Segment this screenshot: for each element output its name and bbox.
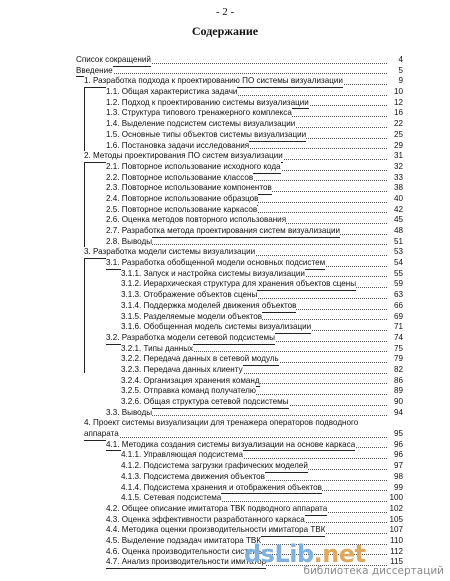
toc-entry-page: 90 bbox=[387, 397, 403, 408]
toc-entry bbox=[0, 226, 450, 237]
toc-entry-page: 40 bbox=[387, 194, 403, 205]
toc-entry-title: 3.2.2. Передача данных в сетевой модуль bbox=[121, 354, 279, 366]
toc-entry-page: 10 bbox=[387, 87, 403, 98]
toc-entry-title: 4.5. Выделение подзадач имитатора ТВК bbox=[106, 536, 261, 548]
toc-entry-page: 5 bbox=[387, 66, 403, 77]
toc-entry-page: 102 bbox=[387, 504, 403, 515]
toc-entry bbox=[0, 472, 450, 483]
toc-entry-title: 4.1.3. Подсистема движения объектов bbox=[121, 472, 265, 484]
toc-entry-title: 3.3. Выводы bbox=[106, 408, 152, 420]
toc-entry bbox=[0, 344, 450, 355]
toc-entry-page: 22 bbox=[387, 119, 403, 130]
toc-entry-page: 98 bbox=[387, 472, 403, 483]
toc-entry bbox=[0, 493, 450, 504]
toc-entry bbox=[0, 333, 450, 344]
toc-entry-title: 3.1.3. Отображение объектов сцены bbox=[121, 290, 257, 302]
toc-entry-page: 79 bbox=[387, 354, 403, 365]
toc-entry-page: 75 bbox=[387, 344, 403, 355]
toc-entry bbox=[0, 119, 450, 130]
toc-entry bbox=[0, 461, 450, 472]
dot-leader bbox=[76, 66, 387, 75]
toc-entry bbox=[0, 440, 450, 451]
toc-entry-page: 105 bbox=[387, 515, 403, 526]
toc-entry-title: Список сокращений bbox=[76, 55, 151, 67]
toc-entry-title: 3.1.1. Запуск и настройка системы визуализации bbox=[121, 269, 305, 281]
toc-entry bbox=[0, 237, 450, 248]
toc-entry-title: 4.4. Методика оценки производительности имитатора ТВК bbox=[106, 525, 325, 537]
toc-entry bbox=[0, 183, 450, 194]
toc-entry bbox=[0, 515, 450, 526]
toc-entry-title: Введение bbox=[76, 66, 113, 78]
toc-entry-page: 42 bbox=[387, 205, 403, 216]
toc-entry-page: 45 bbox=[387, 215, 403, 226]
toc-entry-page: 4 bbox=[387, 55, 403, 66]
toc-entry-page: 69 bbox=[387, 312, 403, 323]
toc-entry-page: 86 bbox=[387, 376, 403, 387]
toc-entry-page: 38 bbox=[387, 183, 403, 194]
toc-entry-title: 4.1.4. Подсистема хранения и отображения объектов bbox=[121, 483, 322, 495]
toc-entry bbox=[0, 312, 450, 323]
toc-entry-title: 1.1. Общая характеристика задачи bbox=[106, 87, 237, 99]
toc-entry bbox=[0, 151, 450, 162]
toc-entry-page: 51 bbox=[387, 237, 403, 248]
toc-entry-title: 3.2.4. Организация хранения команд bbox=[121, 376, 260, 388]
toc-entry bbox=[0, 504, 450, 515]
page-number: - 2 - bbox=[215, 6, 235, 18]
toc-entry bbox=[0, 525, 450, 536]
toc-entry-page: 95 bbox=[387, 429, 403, 440]
toc-entry-page: 55 bbox=[387, 269, 403, 280]
toc-entry-title: 3.1.6. Обобщенная модель системы визуализации bbox=[121, 322, 311, 334]
toc-entry-title: 4.2. Общее описание имитатора ТВК подводного аппарата bbox=[106, 504, 327, 516]
toc-entry-page: 107 bbox=[387, 525, 403, 536]
toc-entry bbox=[0, 418, 450, 429]
toc-entry-page: 100 bbox=[387, 493, 403, 504]
toc-entry-title: 4.3. Оценка эффективности разработанного каркаса bbox=[106, 515, 305, 527]
toc-entry bbox=[0, 76, 450, 87]
toc-entry-page: 53 bbox=[387, 247, 403, 258]
toc-entry bbox=[0, 205, 450, 216]
toc-entry-title: 2.6. Оценка методов повторного использования bbox=[106, 215, 286, 227]
watermark-subtitle: библиотека диссертаций bbox=[303, 565, 444, 577]
toc-entry-title: 3.1. Разработка обобщенной модели основных подсистем bbox=[106, 258, 325, 270]
toc-entry-title: аппарата bbox=[84, 429, 119, 441]
toc-entry-page: 25 bbox=[387, 130, 403, 141]
toc-entry-page: 71 bbox=[387, 322, 403, 333]
toc-entry-page: 82 bbox=[387, 365, 403, 376]
table-of-contents bbox=[0, 55, 450, 568]
toc-entry-page: 97 bbox=[387, 461, 403, 472]
toc-entry bbox=[0, 258, 450, 269]
toc-entry-title: 4.7. Анализ производительности имитатор bbox=[106, 557, 266, 569]
toc-entry bbox=[0, 98, 450, 109]
toc-entry-page: 48 bbox=[387, 226, 403, 237]
toc-entry-title: 4.1.1. Управляющая подсистема bbox=[121, 450, 243, 462]
toc-entry bbox=[0, 365, 450, 376]
toc-entry-page: 96 bbox=[387, 440, 403, 451]
toc-entry bbox=[0, 194, 450, 205]
toc-entry-page: 32 bbox=[387, 162, 403, 173]
toc-entry bbox=[0, 408, 450, 419]
toc-entry-page: 33 bbox=[387, 173, 403, 184]
toc-entry-title: 1.3. Структура типового тренажерного комплекса bbox=[106, 108, 292, 120]
toc-entry bbox=[0, 130, 450, 141]
toc-entry bbox=[0, 397, 450, 408]
toc-entry-page: 89 bbox=[387, 386, 403, 397]
toc-entry bbox=[0, 108, 450, 119]
toc-entry-title: 3.2.6. Общая структура сетевой подсистемы bbox=[121, 397, 289, 409]
toc-entry bbox=[0, 215, 450, 226]
toc-entry bbox=[0, 162, 450, 173]
toc-entry-title: 4.1.2. Подсистема загрузки графических моделей bbox=[121, 461, 308, 473]
toc-entry-title: 4.1.5. Сетевая подсистема bbox=[121, 493, 221, 505]
toc-entry-title: 3.2. Разработка модели сетевой подсистемы bbox=[106, 333, 275, 345]
toc-entry bbox=[0, 269, 450, 280]
toc-entry-title: 4.6. Оценка производительности системы bbox=[106, 547, 264, 559]
toc-entry bbox=[0, 483, 450, 494]
toc-entry-title: 3.2.5. Отправка команд получателю bbox=[121, 386, 256, 398]
toc-entry-title: 1.2. Подход к проектированию системы визуализации bbox=[106, 98, 309, 110]
toc-entry-title: 2.2. Повторное использование классов bbox=[106, 173, 253, 185]
toc-entry-page: 59 bbox=[387, 279, 403, 290]
toc-entry-title: 2.3. Повторное использование компонентов bbox=[106, 183, 272, 195]
toc-entry bbox=[0, 55, 450, 66]
toc-entry-page: 31 bbox=[387, 151, 403, 162]
toc-entry-title: 2.4. Повторное использование образцов bbox=[106, 194, 258, 206]
toc-entry-title: 2.7. Разработка метода проектирования систем визуализации bbox=[106, 226, 340, 238]
toc-entry bbox=[0, 290, 450, 301]
toc-entry bbox=[0, 429, 450, 440]
toc-entry-page: 63 bbox=[387, 290, 403, 301]
toc-entry bbox=[0, 141, 450, 152]
toc-entry-title: 3.1.5. Разделяемые модели объектов bbox=[121, 312, 262, 324]
toc-entry-title: 1. Разработка подхода к проектированию ПО системы визуализации bbox=[84, 76, 343, 88]
toc-entry-title: 3.2.1. Типы данных bbox=[121, 344, 193, 356]
toc-entry-title: 1.6. Постановка задачи исследования bbox=[106, 141, 249, 153]
toc-entry-title: 4. Проект системы визуализации для тренажера операторов подводного bbox=[84, 418, 359, 428]
toc-entry bbox=[0, 386, 450, 397]
toc-entry-title: 1.4. Выделение подсистем системы визуализации bbox=[106, 119, 295, 131]
toc-entry-page: 110 bbox=[387, 536, 403, 547]
toc-entry bbox=[0, 247, 450, 258]
dslib-logo: dsLib.net bbox=[244, 540, 366, 568]
toc-entry-page: 16 bbox=[387, 108, 403, 119]
toc-entry bbox=[0, 376, 450, 387]
toc-entry-title: 4.1. Методика создания системы визуализации на основе каркаса bbox=[106, 440, 355, 452]
toc-entry-title: 3.1.2. Иерархическая структура для хранения объектов сцены bbox=[121, 279, 356, 291]
toc-entry-page: 96 bbox=[387, 450, 403, 461]
toc-entry-page: 99 bbox=[387, 483, 403, 494]
toc-entry-title: 2.8. Выводы bbox=[106, 237, 152, 249]
toc-entry bbox=[0, 87, 450, 98]
toc-entry-page: 66 bbox=[387, 301, 403, 312]
toc-title: Содержание bbox=[191, 24, 259, 38]
toc-entry-page: 94 bbox=[387, 408, 403, 419]
watermark bbox=[244, 541, 444, 577]
toc-entry-title: 2. Методы проектирования ПО систем визуализации bbox=[84, 151, 283, 163]
toc-entry bbox=[0, 301, 450, 312]
toc-entry bbox=[0, 354, 450, 365]
toc-entry-title: 1.5. Основные типы объектов системы визуализации bbox=[106, 130, 306, 142]
toc-entry bbox=[0, 322, 450, 333]
toc-entry-title: 3.2.3. Передача данных клиенту bbox=[121, 365, 243, 377]
toc-entry-page: 115 bbox=[387, 557, 403, 568]
toc-entry-title: 2.5. Повторное использование каркасов bbox=[106, 205, 257, 217]
toc-entry bbox=[0, 450, 450, 461]
toc-entry bbox=[0, 279, 450, 290]
toc-entry-title: 3.1.4. Поддержка моделей движения объектов bbox=[121, 301, 296, 313]
toc-entry-page: 74 bbox=[387, 333, 403, 344]
toc-entry-page: 29 bbox=[387, 141, 403, 152]
toc-entry-page: 54 bbox=[387, 258, 403, 269]
toc-entry bbox=[0, 66, 450, 77]
toc-entry-page: 112 bbox=[387, 547, 403, 558]
toc-entry-title: 2.1. Повторное использование исходного кода bbox=[106, 162, 281, 174]
toc-entry-title: 3. Разработка модели системы визуализации bbox=[84, 247, 255, 259]
dot-leader bbox=[84, 429, 387, 438]
toc-entry bbox=[0, 173, 450, 184]
toc-entry-page: 9 bbox=[387, 76, 403, 87]
toc-entry-page: 12 bbox=[387, 98, 403, 109]
